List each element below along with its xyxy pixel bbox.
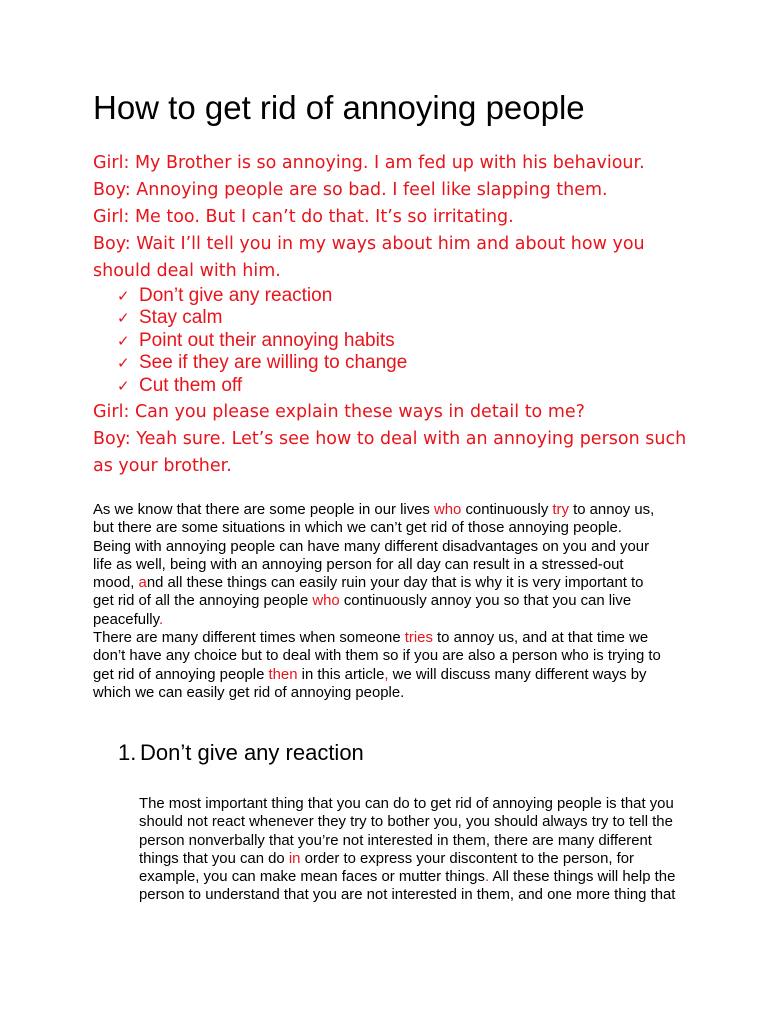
text-run: There are many different times when someone (93, 630, 405, 647)
highlighted-word: who (312, 593, 340, 610)
dialogue-block (93, 150, 693, 480)
highlighted-word: in (288, 850, 301, 867)
highlighted-word: a (138, 575, 147, 592)
highlighted-word: who (434, 502, 462, 518)
highlighted-word: try (552, 502, 569, 518)
text-run: to annoy us, but there are some situations in which we can’t get rid of those annoying people. Being with annoying people can have many different disadvantages on you and your life as well, being with an annoying person for all day can result in a stressed-out mood, (93, 502, 655, 592)
text-run: The most important thing that you can do to get rid of annoying people is that you should not react whenever they try to bother you, you should always try to tell the person nonverbally that you’re not interested in them, there are many different things that you can do (139, 796, 674, 867)
text-run: As we know that there are some people in our lives (93, 502, 435, 518)
ways-checklist (93, 285, 693, 399)
text-run: to annoy us, and at that time we don’t have any choice but to deal with them so if you are also a person who is trying to get rid of annoying people (93, 630, 661, 683)
checklist-item (117, 307, 693, 329)
text-run: All these things will help the person to understand that you are not interested in them, and one more thing that (139, 869, 676, 904)
checkmark-icon: ✓ (117, 331, 130, 350)
section-heading (118, 737, 364, 769)
intro-text (93, 501, 663, 702)
dialogue-line: Boy: Wait I’ll tell you in my ways about him and about how you should deal with him. (93, 234, 645, 281)
checklist-item (117, 330, 693, 352)
checkmark-icon: ✓ (117, 287, 130, 305)
highlighted-word: . (484, 869, 490, 886)
section-paragraph (139, 795, 679, 905)
text-run: order to express your discontent to the person, for example, you can make mean faces or mutter things (139, 850, 635, 886)
text-run: continuously (461, 502, 553, 518)
text-run: we will discuss many different ways by which we can easily get rid of annoying people. (93, 666, 647, 701)
dialogue-line: Girl: Can you please explain these ways in detail to me? (93, 402, 585, 423)
checklist-item-label: Point out their annoying habits (139, 329, 395, 351)
text-run: in this article (297, 666, 385, 683)
checkmark-icon: ✓ (117, 309, 130, 328)
dialogue-line: Boy: Yeah sure. Let’s see how to deal with an annoying person such as your brother. (93, 429, 687, 477)
intro-paragraph (93, 501, 663, 629)
checklist-item-label: Don’t give any reaction (139, 285, 333, 306)
checklist-item (117, 285, 693, 307)
page-title: How to get rid of annoying people (93, 89, 585, 126)
highlighted-word: tries (404, 630, 433, 647)
dialogue-line: Girl: My Brother is so annoying. I am fed up with his behaviour. (93, 153, 645, 173)
checklist-item-label: Stay calm (139, 307, 223, 329)
dialogue-line: Girl: Me too. But I can’t do that. It’s so irritating. (93, 207, 514, 227)
checklist-item-label: See if they are willing to change (139, 352, 408, 374)
text-run: continuously annoy you so that you can live peacefully (93, 593, 632, 628)
highlighted-word: then (268, 666, 298, 683)
checklist-item (117, 352, 693, 374)
checkmark-icon: ✓ (117, 376, 130, 395)
dialogue-line: Boy: Annoying people are so bad. I feel like slapping them. (93, 180, 608, 200)
checkmark-icon: ✓ (117, 354, 130, 373)
highlighted-word: , (384, 666, 389, 683)
section-number: 1. (118, 740, 137, 765)
checklist-item-label: Cut them off (139, 374, 243, 396)
text-run: nd all these things can easily ruin your day that is why it is very important to get rid of all the annoying people (93, 575, 644, 610)
intro-paragraph (93, 629, 663, 702)
highlighted-word: . (158, 611, 164, 628)
checklist-item (117, 375, 693, 397)
section-title: Don’t give any reaction (140, 740, 364, 765)
